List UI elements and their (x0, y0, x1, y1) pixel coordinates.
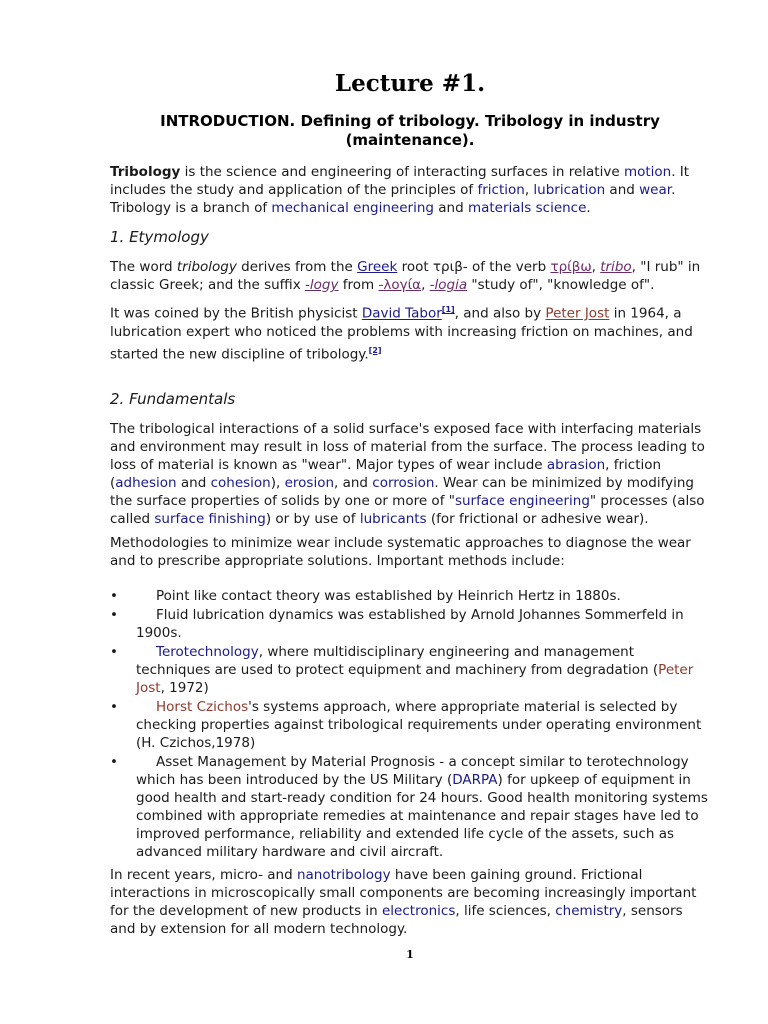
list-item (110, 587, 712, 605)
list-item (110, 698, 712, 752)
link-horst-czichos[interactable]: Horst Czichos (156, 699, 249, 715)
footnote-link-1[interactable]: [1] (441, 305, 455, 314)
link-wear[interactable]: wear (639, 182, 672, 198)
bullet-icon: • (110, 607, 118, 623)
methods-list (110, 587, 712, 862)
text: , (524, 182, 534, 198)
reference-2 (369, 343, 382, 356)
text: , "I rub" in classic Greek; and the suffix (110, 259, 701, 293)
link-motion[interactable]: motion (623, 164, 672, 180)
section-heading-fundamentals: 2. Fundamentals (110, 390, 236, 408)
list-item-text: ) for upkeep of equipment in good health and start-ready condition for 24 hours. Good health monitoring systems combined with appropriate remedies at maintenance and repair stages have led to improved performance, reliability and extended life cycle of the assets, such as advanced military hardware and civil aircraft. (136, 772, 708, 860)
text: , (454, 305, 459, 322)
text: ) or by use of (265, 511, 360, 527)
link-peter-jost[interactable]: Peter Jost (545, 305, 610, 322)
text: from (338, 277, 379, 293)
link-terotechnology[interactable]: Terotechnology (156, 644, 259, 660)
text: root τριβ- of the verb (397, 259, 551, 275)
link-lubricants[interactable]: lubricants (359, 511, 427, 527)
text: "study of", "knowledge of". (467, 277, 655, 293)
text: . It includes the study and application of the principles of (110, 164, 690, 198)
link-adhesion[interactable]: adhesion (115, 475, 177, 491)
link-peter-jost[interactable]: Peter Jost (136, 662, 694, 696)
bullet-icon: • (110, 588, 118, 604)
text: It was coined by the British physicist (110, 305, 362, 322)
text: and (605, 182, 640, 198)
link-darpa[interactable]: DARPA (452, 772, 498, 788)
reference-1 (442, 302, 455, 315)
text: . Wear can be minimized by modifying the surface properties of solids by one or more of " (110, 475, 694, 509)
link-logia-text: -logia (429, 277, 468, 293)
list-item-text: , 1972) (160, 680, 209, 696)
etymology-paragraph-1 (110, 258, 710, 294)
link-logia[interactable] (430, 277, 467, 293)
link-logy[interactable] (305, 277, 338, 293)
link-electronics[interactable]: electronics (382, 903, 456, 919)
footnote-link-2[interactable]: [2] (368, 345, 382, 355)
intro-paragraph (110, 163, 710, 217)
text: In recent years, micro- and (110, 867, 297, 883)
closing-paragraph (110, 866, 710, 938)
bullet-icon: • (110, 754, 118, 770)
text: , sensors and by extension for all modern technology. (110, 903, 683, 937)
link-lubrication[interactable]: lubrication (533, 182, 606, 198)
link-cohesion[interactable]: cohesion (210, 475, 271, 491)
link-tribo-text: tribo (600, 259, 632, 275)
link-mechanical-engineering[interactable]: mechanical engineering (271, 200, 434, 216)
text: in 1964, a lubrication expert who noticed the problems with increasing friction on machines, and started the new discipline of tribology. (110, 305, 693, 362)
link-surface-engineering[interactable]: surface engineering (454, 493, 590, 509)
link-materials-science[interactable]: materials science (467, 200, 587, 216)
link-erosion[interactable]: erosion (284, 475, 335, 491)
text: have been gaining ground. Frictional interactions in microscopically small components are becoming increasingly important for the development of new products in (110, 867, 697, 919)
bullet-icon: • (110, 699, 118, 715)
link-tribo[interactable] (600, 259, 631, 275)
link-abrasion[interactable]: abrasion (546, 457, 606, 473)
text: . Tribology is a branch of (110, 182, 676, 216)
list-item-text: Point like contact theory was established by Heinrich Hertz in 1880s. (156, 588, 621, 604)
page-number: 1 (406, 948, 414, 961)
text: , and (334, 475, 373, 491)
text: ), (270, 475, 285, 491)
text: , (591, 259, 601, 275)
text: , friction ( (110, 457, 662, 491)
link-corrosion[interactable]: corrosion (372, 475, 435, 491)
link-greek[interactable]: Greek (357, 259, 398, 275)
link-chemistry[interactable]: chemistry (555, 903, 623, 919)
text: , life sciences, (455, 903, 556, 919)
list-item-text: 's systems approach, where appropriate material is selected by checking properties against tribological requirements under operating environment (H. Czichos,1978) (136, 699, 702, 751)
page-title: Lecture #1. (334, 70, 486, 97)
text: and also by (458, 305, 546, 322)
link-nanotribology[interactable]: nanotribology (296, 867, 391, 883)
list-item-text: , where multidisciplinary engineering and management techniques are used to protect equipment and machinery from degradation ( (136, 644, 659, 678)
list-item-text: Asset Management by Material Prognosis - a concept similar to terotechnology which has been introduced by the US Military ( (136, 754, 689, 788)
bullet-icon: • (110, 644, 118, 660)
link-surface-finishing[interactable]: surface finishing (154, 511, 266, 527)
list-item (110, 753, 712, 861)
link-logia-greek[interactable]: -λογία (378, 277, 422, 293)
text: The word (110, 259, 177, 275)
link-tribo-greek[interactable]: τρίβω (550, 259, 592, 275)
etymology-paragraph-2 (110, 300, 710, 363)
text: and (433, 200, 468, 216)
link-friction[interactable]: friction (477, 182, 525, 198)
term-tribology: Tribology (110, 164, 181, 180)
text: . (586, 200, 591, 216)
page-subtitle: INTRODUCTION. Defining of tribology. Tribology in industry (maintenance). (160, 112, 660, 149)
section-heading-etymology: 1. Etymology (110, 228, 209, 246)
fundamentals-paragraph-2: Methodologies to minimize wear include systematic approaches to diagnose the wear and to prescribe appropriate solutions. Important methods include: (110, 535, 691, 569)
list-item-text: Fluid lubrication dynamics was established by Arnold Johannes Sommerfeld in 1900s. (136, 607, 684, 641)
list-item (110, 643, 712, 697)
text: and (176, 475, 211, 491)
link-david-tabor[interactable]: David Tabor (361, 305, 442, 322)
list-item (110, 606, 712, 642)
text: derives from the (236, 259, 358, 275)
text: , (421, 277, 430, 293)
text: (for frictional or adhesive wear). (426, 511, 649, 527)
text: is the science and engineering of interacting surfaces in relative (180, 164, 624, 180)
term-tribology: tribology (176, 259, 237, 275)
text: " processes (also called (110, 493, 705, 527)
fundamentals-paragraph-1 (110, 420, 710, 528)
link-logy-text: -logy (305, 277, 339, 293)
text: The tribological interactions of a solid surface's exposed face with interfacing materials and environment may result in loss of material from the surface. The process leading to loss of material is known as "wear". Major types of wear include (110, 421, 705, 473)
